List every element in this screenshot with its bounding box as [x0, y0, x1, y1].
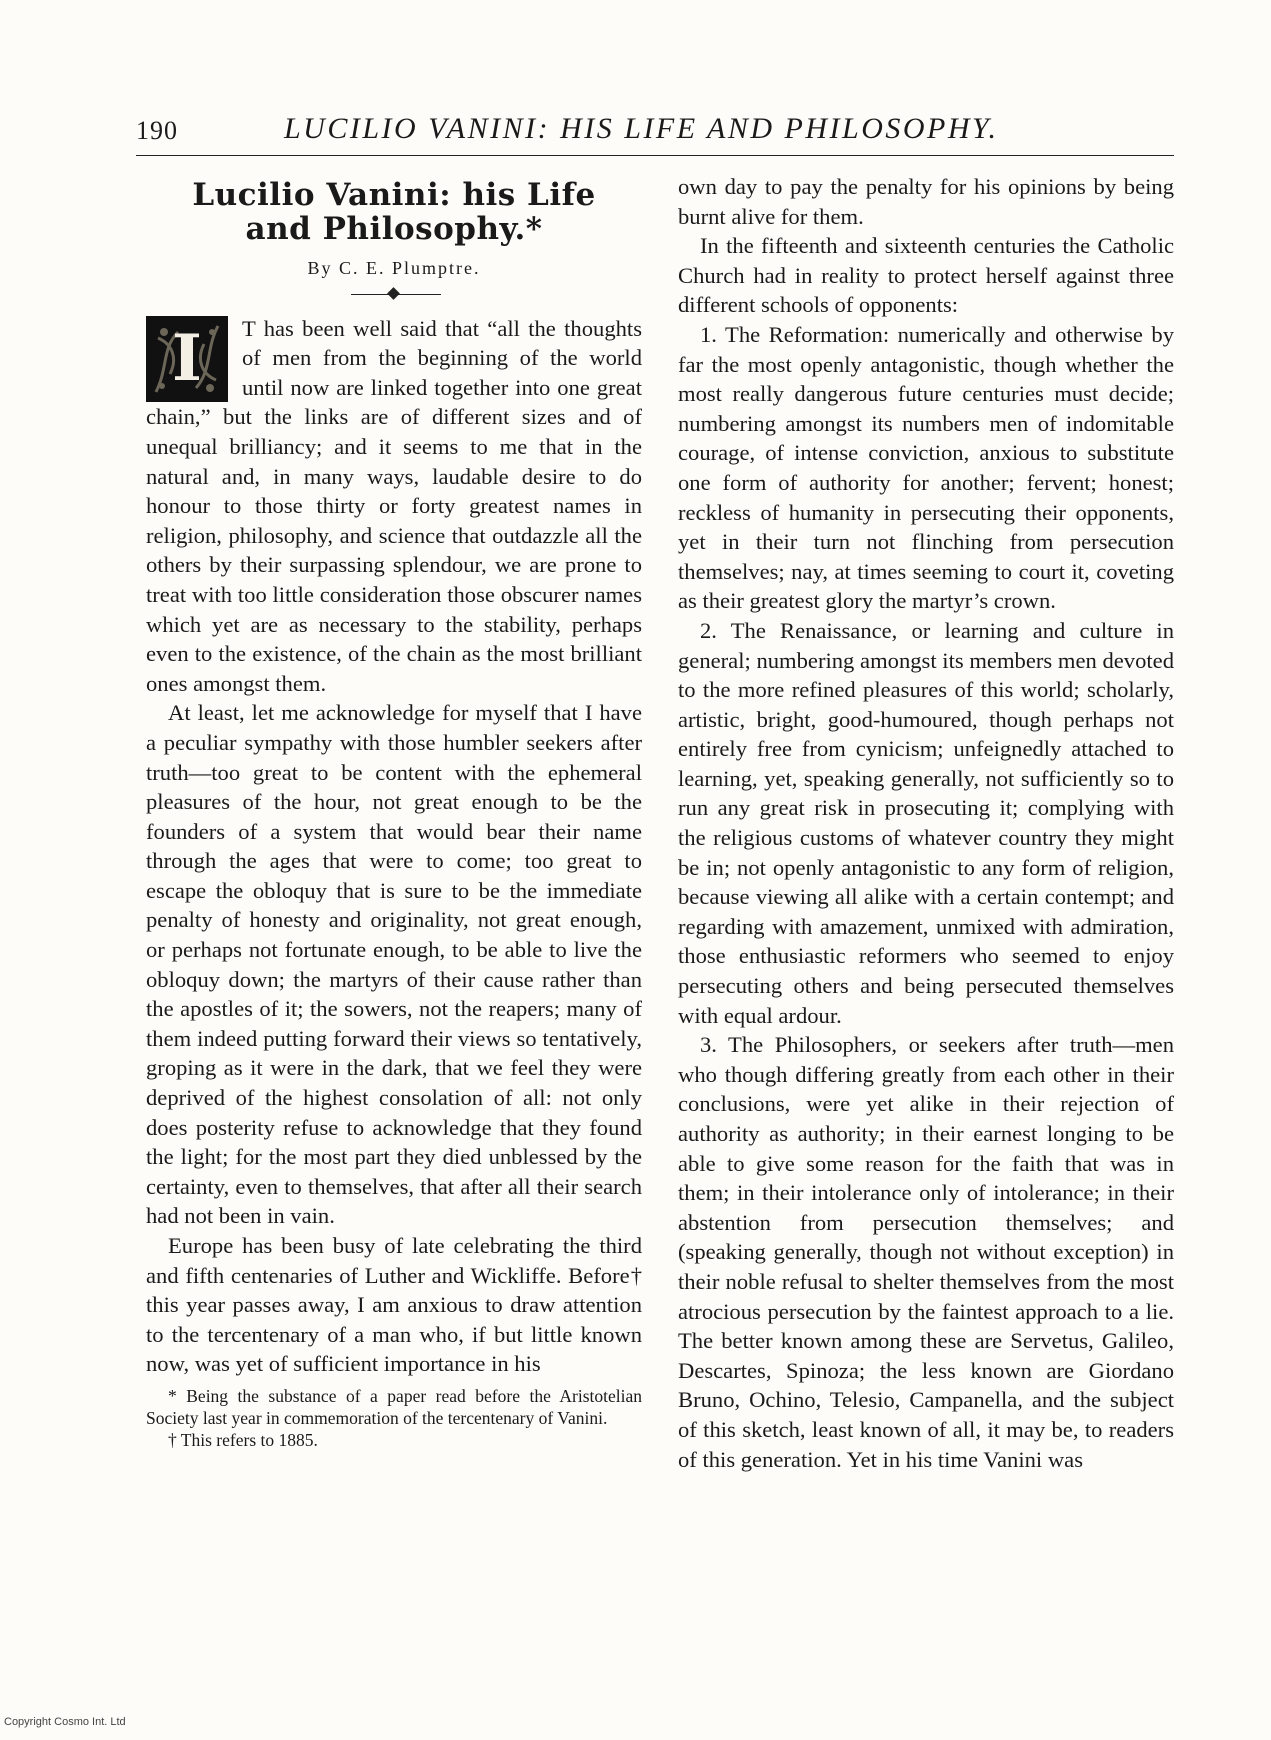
header-rule: [136, 155, 1174, 156]
footnote: * Being the substance of a paper read before the Aristotelian Society last year in commemoration of the tercentenary of Vanini.: [146, 1385, 642, 1428]
running-title: LUCILIO VANINI: HIS LIFE AND PHILOSOPHY.: [284, 112, 999, 145]
article-title: Lucilio Vanini: his Life and Philosophy.*: [192, 177, 596, 247]
paragraph: At least, let me acknowledge for myself that I have a peculiar sympathy with those humbler seekers after truth—too great to be content with the ephemeral pleasures of the hour, not great enough to be the founders of a system that would bear their name through the ages that were to come; too great to escape the obloquy that is sure to be the immediate penalty of honesty and originality, not great enough, or perhaps not fortunate enough, to be able to live the obloquy down; the martyrs of their cause rather than the apostles of it; the sowers, not the reapers; many of them indeed putting forward their views so tentatively, groping as it were in the dark, that we feel they were deprived of the highest consolation of all: not only does posterity refuse to acknowledge that they found the light; for the most part they died unblessed by the certainty, even to themselves, that after all their search had not been in vain.: [146, 700, 642, 1229]
footnotes: [146, 1385, 642, 1451]
paragraph: In the fifteenth and sixteenth centuries the Catholic Church had in reality to protect herself against three different schools of opponents:: [678, 233, 1174, 318]
paragraph: Europe has been busy of late celebrating the third and fifth centenaries of Luther and Wickliffe. Before† this year passes away, I am anxious to draw attention to the tercentenary of a man who, if but little known now, was yet of sufficient importance in his: [146, 1233, 642, 1377]
left-column: [146, 172, 642, 1451]
dropcap-letter: I: [172, 320, 202, 396]
copyright-credit: Copyright Cosmo Int. Ltd: [4, 1716, 126, 1728]
right-column: [678, 172, 1174, 1474]
byline: By C. E. Plumptre.: [307, 258, 481, 278]
paragraph: 3. The Philosophers, or seekers after truth—men who though differing greatly from each other in their conclusions, were yet alike in their rejection of authority as authority; in their earnest longing to be able to give some reason for the faith that was in them; in their intolerance only of intolerance; in their abstention from persecution themselves; and (speaking generally, though not without exception) in their noble refusal to shelter themselves from the most atrocious persecution by the faintest approach to a lie. The better known among these are Servetus, Galileo, Descartes, Spinoza; the less known are Giordano Bruno, Ochino, Telesio, Campanella, and the subject of this sketch, least known of all, it may be, to readers of this generation. Yet in his time Vanini was: [678, 1032, 1174, 1472]
running-header: [136, 112, 1174, 152]
footnote: † This refers to 1885.: [168, 1429, 318, 1450]
page-number: 190: [136, 116, 178, 145]
diamond-ornament-icon: [387, 287, 400, 300]
paragraph: 2. The Renaissance, or learning and culture in general; numbering amongst its members men devoted to the more refined pleasures of this world; scholarly, artistic, bright, good-humoured, though perhaps not entirely free from cynicism; unfeignedly attached to learning, yet, speaking generally, not sufficiently so to run any great risk in prosecuting it; complying with the religious customs of whatever country they might be in; not openly antagonistic to any form of religion, because viewing all alike with a certain contempt; and regarding with amazement, unmixed with admiration, those enthusiastic reformers who seemed to enjoy persecuting others and being persecuted themselves with equal ardour.: [678, 617, 1174, 1028]
paragraph: 1. The Reformation: numerically and otherwise by far the most openly antagonistic, though whether the most really dangerous future centuries must decide; numbering amongst its numbers men of indomitable courage, of intense conviction, anxious to substitute one form of authority for another; fervent; honest; reckless of humanity in persecuting their opponents, yet in their turn not flinching from persecution themselves; nay, at times seeming to court it, coveting as their greatest glory the martyr’s crown.: [678, 321, 1174, 614]
paragraph: T has been well said that “all the thoughts of men from the beginning of the world until now are linked together into one great chain,” but the links are of different sizes and of unequal brilliancy; and it seems to me that in the natural and, in many ways, laudable desire to do honour to those thirty or forty greatest names in religion, philosophy, and science that outdazzle all the others by their surpassing splendour, we are prone to treat with too little consideration those obscurer names which yet are as necessary to the stability, perhaps even to the existence, of the chain as the most brilliant ones amongst them.: [146, 315, 642, 696]
decorated-initial: [146, 316, 228, 402]
ornament-divider: [146, 286, 642, 304]
paragraph: own day to pay the penalty for his opinions by being burnt alive for them.: [678, 174, 1174, 229]
